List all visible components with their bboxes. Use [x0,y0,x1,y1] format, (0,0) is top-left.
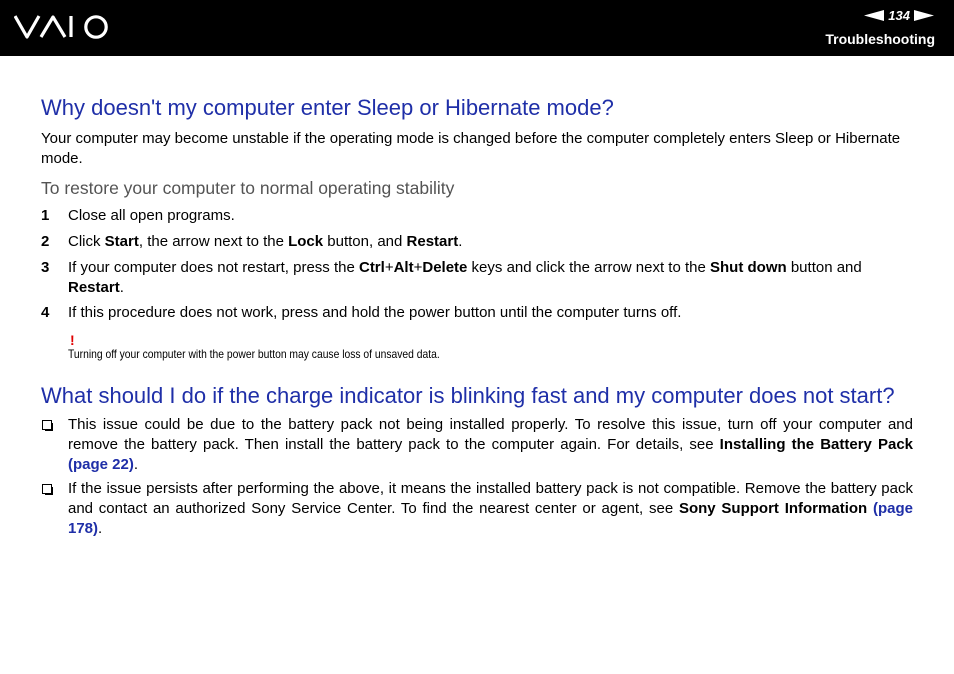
warning-note: Turning off your computer with the power button may cause loss of unsaved data. [68,347,440,361]
step-1 [41,206,913,226]
bullet-item [41,479,913,539]
page-navigator [864,7,934,23]
page-link[interactable]: (page 22) [68,456,134,473]
checkbox-bullet-icon [42,484,52,494]
step-text: If this procedure does not work, press and hold the power button until the computer turns off. [68,304,682,321]
step-number: 3 [41,259,50,276]
step-number: 1 [41,207,50,224]
ctrl-key: Ctrl [358,259,385,276]
intro-paragraph: Your computer may become unstable if the operating mode is changed before the computer completely enters Sleep or Hibernate mode. [41,130,901,167]
warning-icon: ! [70,332,75,348]
section-heading-charge-indicator: What should I do if the charge indicator is blinking fast and my computer does not start? [41,383,895,408]
procedure-subheading: To restore your computer to normal operating stability [41,178,455,198]
previous-page-icon[interactable] [864,10,884,21]
cross-reference: Sony Support Information [678,500,868,517]
bullet-item [41,415,913,475]
step-2 [41,232,913,252]
step-text: Click Start, the arrow next to the Lock button, and Restart. [68,233,463,250]
vaio-logo [14,14,120,40]
bullet-text: This issue could be due to the battery pack not being installed properly. To resolve this issue, turn off your computer and remove the battery pack. Then install the battery pack to the computer again. For details, see Installing the Battery Pack (page 22). [68,416,914,473]
lock-label: Lock [288,233,324,250]
step-4 [41,303,913,323]
step-number: 4 [41,304,50,321]
section-heading-sleep: Why doesn't my computer enter Sleep or Hibernate mode? [41,95,614,120]
start-label: Start [104,233,139,250]
delete-key: Delete [422,259,468,276]
restart-label: Restart [406,233,459,250]
bullet-text: If the issue persists after performing the above, it means the installed battery pack is not compatible. Remove the battery pack and contact an authorized Sony Service Center. To find the nearest center or agent, see Sony Support Information (page 178). [68,480,913,537]
section-label: Troubleshooting [825,31,935,47]
page-number: 134 [888,7,910,23]
step-text: If your computer does not restart, press the Ctrl+Alt+Delete keys and click the arrow next to the Shut down button and Restart. [68,259,862,296]
checkbox-bullet-icon [42,420,52,430]
cross-reference: Installing the Battery Pack [719,436,914,453]
step-number: 2 [41,233,50,250]
next-page-icon[interactable] [914,10,934,21]
step-text: Close all open programs. [68,207,235,224]
page-header [0,0,954,56]
step-3 [41,258,913,298]
shut-down-label: Shut down [710,259,787,276]
restart-label: Restart [68,279,120,296]
page-link[interactable]: (page 178) [68,500,913,537]
alt-key: Alt [393,259,414,276]
